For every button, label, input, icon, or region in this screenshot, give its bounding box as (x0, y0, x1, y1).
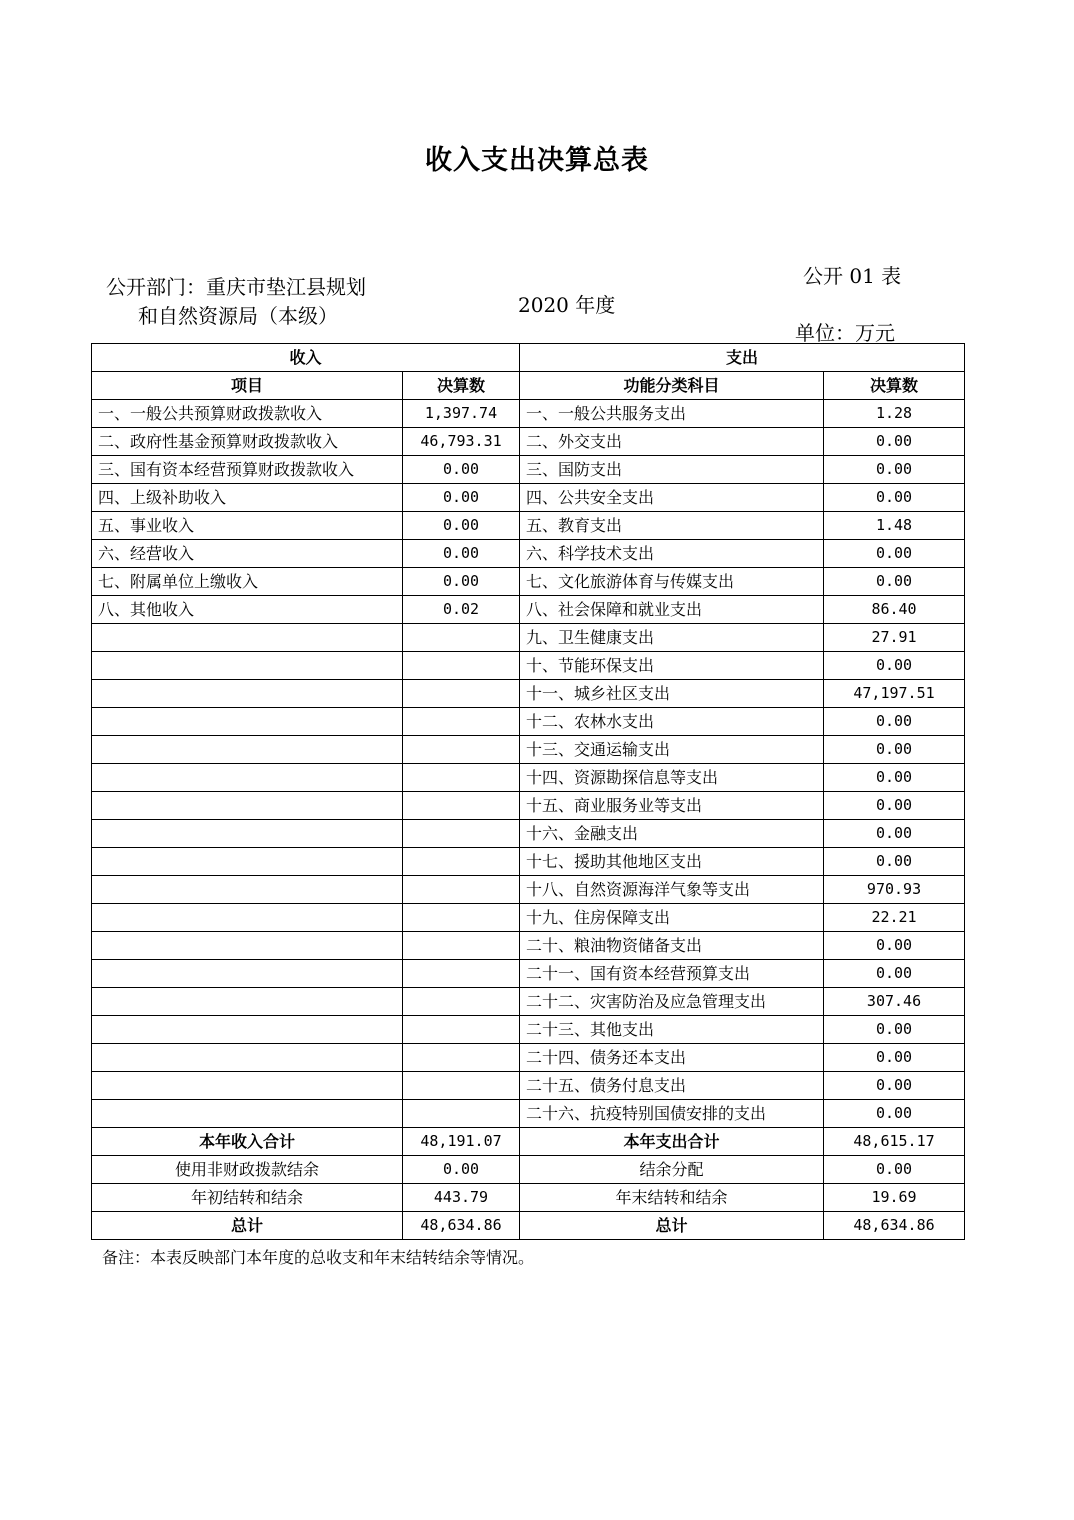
expense-amount: 970.93 (824, 876, 965, 904)
expense-amount: 0.00 (824, 1072, 965, 1100)
expense-amount: 0.00 (824, 820, 965, 848)
income-item: 五、事业收入 (92, 512, 403, 540)
item-header: 项目 (92, 372, 403, 400)
expense-item: 十五、商业服务业等支出 (520, 792, 824, 820)
income-item (92, 820, 403, 848)
income-amount (403, 932, 520, 960)
department-line-1: 公开部门：重庆市垫江县规划 (106, 275, 366, 299)
table-row (92, 960, 965, 988)
amount-header: 决算数 (403, 372, 520, 400)
expense-amount: 0.00 (824, 1100, 965, 1128)
table-row (92, 540, 965, 568)
income-amount (403, 988, 520, 1016)
table-row (92, 512, 965, 540)
page-title: 收入支出决算总表 (425, 145, 649, 176)
income-item (92, 904, 403, 932)
expense-amount: 0.00 (824, 792, 965, 820)
income-amount (403, 792, 520, 820)
table-row (92, 428, 965, 456)
income-item: 八、其他收入 (92, 596, 403, 624)
total-income-amount: 48,634.86 (403, 1212, 520, 1240)
table-row (92, 1044, 965, 1072)
table-row (92, 736, 965, 764)
department-line-2: 和自然资源局（本级） (138, 304, 338, 328)
table-row (92, 932, 965, 960)
expense-item: 十二、农林水支出 (520, 708, 824, 736)
department (106, 273, 366, 331)
expense-amount: 1.48 (824, 512, 965, 540)
income-item (92, 1044, 403, 1072)
income-item (92, 988, 403, 1016)
income-item (92, 680, 403, 708)
income-header: 收入 (92, 344, 520, 372)
expense-item: 六、科学技术支出 (520, 540, 824, 568)
income-amount (403, 736, 520, 764)
total-income-amount: 443.79 (403, 1184, 520, 1212)
income-item (92, 624, 403, 652)
amount-header-2: 决算数 (824, 372, 965, 400)
income-item (92, 764, 403, 792)
expense-item: 五、教育支出 (520, 512, 824, 540)
total-expense-amount: 48,615.17 (824, 1128, 965, 1156)
expense-item: 三、国防支出 (520, 456, 824, 484)
table-row (92, 904, 965, 932)
income-amount (403, 1044, 520, 1072)
income-amount (403, 820, 520, 848)
table-row (92, 1016, 965, 1044)
income-amount (403, 904, 520, 932)
income-amount (403, 1016, 520, 1044)
function-item-header: 功能分类科目 (520, 372, 824, 400)
expense-item: 二十四、债务还本支出 (520, 1044, 824, 1072)
total-income-amount: 0.00 (403, 1156, 520, 1184)
income-amount: 46,793.31 (403, 428, 520, 456)
income-item (92, 848, 403, 876)
table-row (92, 988, 965, 1016)
expense-amount: 0.00 (824, 484, 965, 512)
income-amount: 1,397.74 (403, 400, 520, 428)
income-item: 四、上级补助收入 (92, 484, 403, 512)
income-item (92, 960, 403, 988)
table-row (92, 568, 965, 596)
income-amount (403, 624, 520, 652)
income-amount (403, 960, 520, 988)
expense-item: 七、文化旅游体育与传媒支出 (520, 568, 824, 596)
expense-item: 二十六、抗疫特别国债安排的支出 (520, 1100, 824, 1128)
total-income-label: 使用非财政拨款结余 (92, 1156, 403, 1184)
table-row (92, 1100, 965, 1128)
total-expense-amount: 0.00 (824, 1156, 965, 1184)
income-item (92, 652, 403, 680)
income-item (92, 792, 403, 820)
form-number: 公开 01 表 (803, 264, 902, 288)
income-item (92, 708, 403, 736)
total-income-label: 年初结转和结余 (92, 1184, 403, 1212)
expense-amount: 0.00 (824, 848, 965, 876)
total-expense-amount: 48,634.86 (824, 1212, 965, 1240)
expense-item: 二十、粮油物资储备支出 (520, 932, 824, 960)
expense-amount: 0.00 (824, 1016, 965, 1044)
table-row (92, 652, 965, 680)
expense-amount: 0.00 (824, 568, 965, 596)
income-amount (403, 652, 520, 680)
income-item: 七、附属单位上缴收入 (92, 568, 403, 596)
expense-amount: 22.21 (824, 904, 965, 932)
total-income-amount: 48,191.07 (403, 1128, 520, 1156)
income-item (92, 1016, 403, 1044)
expense-item: 十一、城乡社区支出 (520, 680, 824, 708)
table-row (92, 708, 965, 736)
total-row (92, 1212, 965, 1240)
table-row (92, 680, 965, 708)
income-item (92, 1100, 403, 1128)
table-row (92, 764, 965, 792)
footnote: 备注：本表反映部门本年度的总收支和年末结转结余等情况。 (102, 1248, 535, 1267)
income-amount (403, 708, 520, 736)
expense-item: 二、外交支出 (520, 428, 824, 456)
income-amount (403, 1100, 520, 1128)
income-amount: 0.02 (403, 596, 520, 624)
expense-item: 十七、援助其他地区支出 (520, 848, 824, 876)
expense-item: 二十二、灾害防治及应急管理支出 (520, 988, 824, 1016)
expense-item: 十六、金融支出 (520, 820, 824, 848)
total-expense-label: 年末结转和结余 (520, 1184, 824, 1212)
expense-amount: 307.46 (824, 988, 965, 1016)
total-expense-amount: 19.69 (824, 1184, 965, 1212)
income-amount: 0.00 (403, 456, 520, 484)
table-row (92, 792, 965, 820)
expense-amount: 47,197.51 (824, 680, 965, 708)
unit-label: 单位：万元 (795, 321, 895, 345)
expense-item: 二十五、债务付息支出 (520, 1072, 824, 1100)
total-row (92, 1156, 965, 1184)
total-income-label: 总计 (92, 1212, 403, 1240)
table-row (92, 624, 965, 652)
header-row-1 (92, 344, 965, 372)
expense-amount: 0.00 (824, 736, 965, 764)
budget-table (91, 343, 965, 1240)
total-expense-label: 本年支出合计 (520, 1128, 824, 1156)
income-item (92, 736, 403, 764)
expense-item: 二十一、国有资本经营预算支出 (520, 960, 824, 988)
expense-amount: 0.00 (824, 428, 965, 456)
expense-amount: 0.00 (824, 1044, 965, 1072)
expense-amount: 27.91 (824, 624, 965, 652)
total-expense-label: 总计 (520, 1212, 824, 1240)
expense-item: 九、卫生健康支出 (520, 624, 824, 652)
income-amount: 0.00 (403, 568, 520, 596)
expense-item: 一、一般公共服务支出 (520, 400, 824, 428)
expense-amount: 0.00 (824, 652, 965, 680)
income-amount (403, 680, 520, 708)
income-item (92, 1072, 403, 1100)
expense-item: 十九、住房保障支出 (520, 904, 824, 932)
income-item (92, 932, 403, 960)
total-row (92, 1184, 965, 1212)
expense-amount: 0.00 (824, 456, 965, 484)
expense-item: 二十三、其他支出 (520, 1016, 824, 1044)
income-item: 三、国有资本经营预算财政拨款收入 (92, 456, 403, 484)
expense-item: 十四、资源勘探信息等支出 (520, 764, 824, 792)
expense-amount: 86.40 (824, 596, 965, 624)
expense-amount: 0.00 (824, 540, 965, 568)
income-amount: 0.00 (403, 484, 520, 512)
expense-amount: 0.00 (824, 932, 965, 960)
income-amount (403, 1072, 520, 1100)
table-row (92, 400, 965, 428)
expense-amount: 0.00 (824, 960, 965, 988)
income-item: 二、政府性基金预算财政拨款收入 (92, 428, 403, 456)
expense-item: 十、节能环保支出 (520, 652, 824, 680)
total-expense-label: 结余分配 (520, 1156, 824, 1184)
table-row (92, 596, 965, 624)
expense-item: 十三、交通运输支出 (520, 736, 824, 764)
table-row (92, 820, 965, 848)
income-amount: 0.00 (403, 540, 520, 568)
table-row (92, 1072, 965, 1100)
fiscal-year: 2020 年度 (518, 293, 616, 317)
expense-amount: 0.00 (824, 764, 965, 792)
total-row (92, 1128, 965, 1156)
total-income-label: 本年收入合计 (92, 1128, 403, 1156)
expense-item: 十八、自然资源海洋气象等支出 (520, 876, 824, 904)
expense-header: 支出 (520, 344, 965, 372)
income-amount (403, 764, 520, 792)
income-amount: 0.00 (403, 512, 520, 540)
expense-item: 四、公共安全支出 (520, 484, 824, 512)
table-row (92, 456, 965, 484)
expense-item: 八、社会保障和就业支出 (520, 596, 824, 624)
income-amount (403, 848, 520, 876)
income-item: 六、经营收入 (92, 540, 403, 568)
header-row-2 (92, 372, 965, 400)
income-item: 一、一般公共预算财政拨款收入 (92, 400, 403, 428)
income-amount (403, 876, 520, 904)
table-row (92, 848, 965, 876)
income-item (92, 876, 403, 904)
expense-amount: 1.28 (824, 400, 965, 428)
table-row (92, 876, 965, 904)
expense-amount: 0.00 (824, 708, 965, 736)
table-row (92, 484, 965, 512)
